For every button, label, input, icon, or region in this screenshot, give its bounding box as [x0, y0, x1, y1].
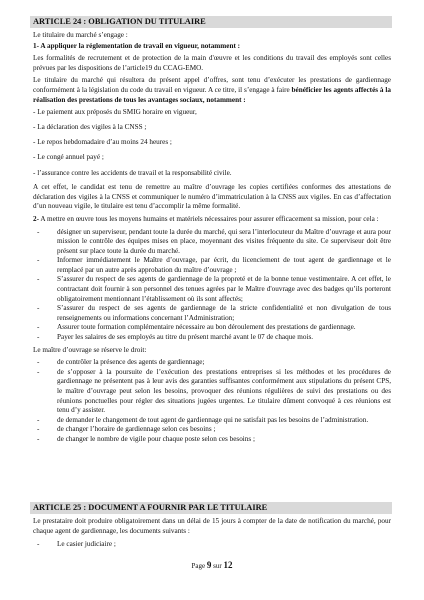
paragraph-cnss: A cet effet, le candidat est tenu de remettre au maître d’ouvrage les copies certifiées conformes des attestations de déclaration des vigiles à la CNSS et communiquer le numéro d’immatriculation à la CNSS aux vigiles. En cas d’affectation d’un nouveau vigile, le titulaire est tenu d’accomplir la même formalité.	[33, 183, 391, 211]
article-24-header: ARTICLE 24 : OBLIGATION DU TITULAIRE	[30, 16, 392, 28]
list-item: - Payer les salaires de ses employés au titre du présent marché avant le 07 de chaque mois.	[37, 333, 314, 342]
section-2-title: 2- A mettre en œuvre tous les moyens humains et matériels nécessaires pour assurer efficacement sa mission, pour cela :	[33, 214, 379, 223]
article-24-body	[33, 31, 391, 445]
list-item: - de changer le nombre de vigile pour chaque poste selon ces besoins ;	[37, 434, 255, 443]
article-25-header: ARTICLE 25 : DOCUMENT A FOURNIR PAR LE TITULAIRE	[30, 502, 392, 514]
list-item: - de demander le changement de tout agent de gardiennage qui ne satisfait pas les besoins de l’administration.	[37, 415, 369, 424]
documents-list	[33, 540, 391, 550]
list-item: - l’assurance contre les accidents de travail et la responsabilité civile.	[33, 168, 232, 177]
list-item: - S’assurer du respect de ses agents de gardiennage de la stricte confidentialité et non divulgation de tous renseignements ou informations concernant l’Administration;	[37, 304, 391, 322]
of-label: sur	[213, 562, 222, 570]
section-1-title: 1- A appliquer la réglementation de travail en vigueur, notamment :	[33, 41, 241, 50]
list-item: - Le casier judiciaire ;	[37, 540, 116, 549]
page-footer	[0, 560, 424, 570]
list-item: - de contrôler la présence des agents de gardiennage;	[37, 358, 205, 367]
list-item: - de s’opposer à la poursuite de l’exécution des prestations entreprises si les méthodes et les procédures de gardiennage ne présentent pas à leur avis des garanties suffisantes conformément aux stipulations du présent CPS, le maître d’ouvrage peut selon les besoins, provoquer des réunions régulières de suivi des prestations ou des réunions ponctuelles pour régler des situations jugées urgentes. Le titulaire dûment convoqué à ces réunions est tenu d’y assister.	[37, 367, 391, 415]
intro-text: Le titulaire du marché s’engage :	[33, 31, 128, 39]
reserve-rights-text: Le maître d’ouvrage se réserve le droit:	[33, 345, 147, 354]
paragraph-documents: Le prestataire doit produire obligatoirement dans un délai de 15 jours à compter de la date de notification du marché, pour chaque agent de gardiennage, les documents suivants :	[33, 517, 391, 535]
paragraph-recruitment: Les formalités de recrutement et de protection de la main d'œuvre et les conditions du travail des employés sont celles prévues par les dispositions de l’article19 du CCAG-EMO.	[33, 54, 391, 72]
social-benefits-list	[33, 108, 391, 178]
rights-list	[33, 358, 391, 444]
list-item: - de changer l’horaire de gardiennage selon ces besoins ;	[37, 425, 216, 434]
list-item: - La déclaration des vigiles à la CNSS ;	[33, 123, 147, 132]
page-number: 9	[206, 560, 212, 570]
list-item: - Le congé annuel payé ;	[33, 153, 104, 162]
list-item: - désigner un superviseur, pendant toute la durée du marché, qui sera l’interlocuteur du Maître d’ouvrage et aura pour mission le contrôle des équipes mises en place, moyennant des visites fréquente du site. Ce superviseur doit être présent sur place toute la durée du marché.	[37, 227, 391, 255]
page-total: 12	[223, 560, 233, 570]
list-item: - Le paiement aux préposés du SMIG horaire en vigueur,	[33, 108, 197, 117]
list-item: - S’assurer du respect de ses agents de gardiennage de la propreté et de la bonne tenue vestimentaire. A cet effet, le contractant doit fournir à son personnel des tenues agrées par le Maître d'ouvrage avec des badges qu’ils porteront obligatoirement mentionnant l’établissement où ils sont affectés;	[37, 275, 391, 303]
paragraph-labor-law: Le titulaire du marché qui résultera du présent appel d’offres, sont tenu d’exécuter les prestations de gardiennage conformément à la législation du code du travail en vigueur. A ce titre, il s’engage à faire bénéficier les agents affectés à la réalisation des prestations de tous les avantages sociaux, notamment :	[33, 76, 391, 104]
list-item: - Assurer toute formation complémentaire nécessaire au bon déroulement des prestations de gardiennage.	[37, 323, 356, 332]
list-item: - Le repos hebdomadaire d’au moins 24 heures ;	[33, 138, 172, 147]
article-25-body	[33, 517, 391, 550]
list-item: - Informer immédiatement le Maître d’ouvrage, par écrit, du licenciement de tout agent de gardiennage et le remplacé par un autre après approbation du maître d’ouvrage ;	[37, 256, 391, 274]
obligations-list	[33, 228, 391, 343]
page-label: Page	[191, 562, 206, 570]
